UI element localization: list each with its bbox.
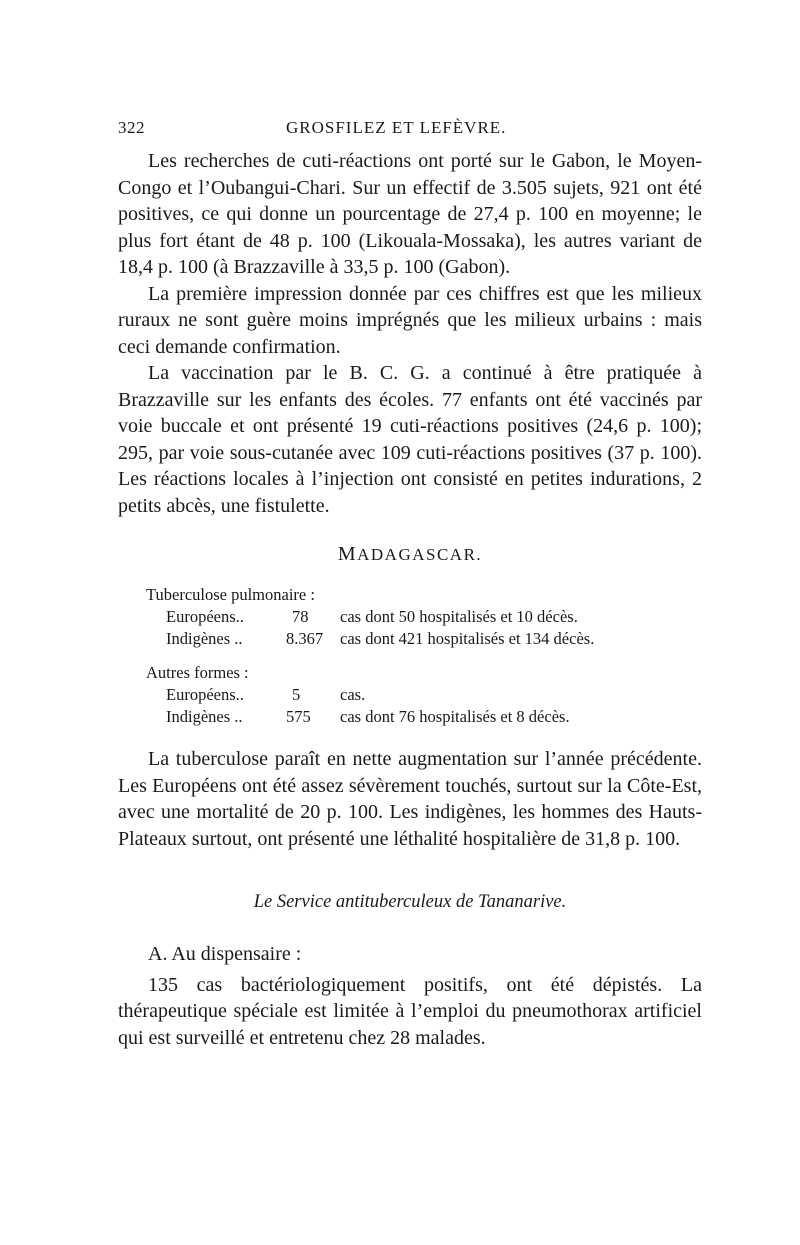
stats-row-count: 8.367 [286, 629, 324, 648]
stats-row-details: cas dont 421 hospitalisés et 134 décès. [340, 629, 595, 648]
stats-row-label: Européens.. [166, 607, 244, 626]
stats-row-details: cas dont 76 hospitalisés et 8 décès. [340, 707, 570, 726]
paragraph-tuberculosis-increase: La tuberculose paraît en nette augmentation sur l’année précédente. Les Européens ont été assez sévèrement touchés, surtout sur la Côte-Est, avec une mortalité de 20 p. 100. Les indigènes, les hommes des Hauts-Plateaux surtout, ont présenté une léthalité hospitalière de 31,8 p. 100. [118, 748, 702, 850]
subheading-dispensary: A. Au dispensaire : [148, 943, 302, 965]
paragraph-dispensary-cases: 135 cas bactériologiquement positifs, ont été dépistés. La thérapeutique spéciale est limitée à l’emploi du pneumothorax artificiel qui est surveillé et entretenu chez 28 malades. [118, 973, 702, 1049]
stats-row [118, 606, 702, 628]
page-header [118, 118, 702, 144]
paragraph-bcg-vaccination: La vaccination par le B. C. G. a continué à être pratiquée à Brazzaville sur les enfants des écoles. 77 enfants ont été vaccinés par voie buccale et ont présenté 19 cuti-réactions positives (24,6 p. 100); 295, par voie sous-cutanée avec 109 cuti-réactions positives (37 p. 100). Les réactions locales à l’injection ont consisté en petites indurations, 2 petits abcès, une fistulette. [118, 362, 702, 517]
paragraph-cuti-reactions: Les recherches de cuti-réactions ont porté sur le Gabon, le Moyen-Congo et l’Oubangui-Chari. Sur un effectif de 3.505 sujets, 921 ont été positives, ce qui donne un pourcentage de 27,4 p. 100 en moyenne; le plus fort étant de 48 p. 100 (Likouala-Mossaka), les autres variant de 18,4 p. 100 (à Brazzaville à 33,5 p. 100 (Gabon). [118, 150, 702, 278]
stats-row [118, 706, 702, 728]
stats-row-label: Indigènes .. [166, 707, 243, 726]
section-title-rest: ADAGASCAR. [357, 545, 483, 564]
paragraph-first-impression: La première impression donnée par ces chiffres est que les milieux ruraux ne sont guère moins imprégnés que les milieux urbains : mais ceci demande confirmation. [118, 282, 702, 358]
page-number: 322 [118, 118, 145, 137]
section-title-madagascar [118, 543, 702, 566]
stats-row-count: 78 [292, 607, 309, 626]
statistics-block [118, 584, 702, 728]
stats-row [118, 628, 702, 650]
section-title-cap: M [337, 543, 358, 565]
stats-row-details: cas dont 50 hospitalisés et 10 décès. [340, 607, 578, 626]
stats-row-details: cas. [340, 685, 366, 704]
stats-row-label: Européens.. [166, 685, 244, 704]
document-page [118, 118, 702, 1051]
stats-row-label: Indigènes .. [166, 629, 243, 648]
running-head: GROSFILEZ ET LEFÈVRE. [286, 118, 507, 137]
stats-row-count: 575 [286, 707, 311, 726]
stats-row [118, 684, 702, 706]
section-title-service: Le Service antituberculeux de Tananarive. [253, 892, 567, 912]
stats-heading-pulmonary: Tuberculose pulmonaire : [146, 585, 315, 604]
stats-spacer [118, 650, 702, 660]
stats-heading-other: Autres formes : [146, 663, 249, 682]
stats-row-count: 5 [292, 685, 301, 704]
